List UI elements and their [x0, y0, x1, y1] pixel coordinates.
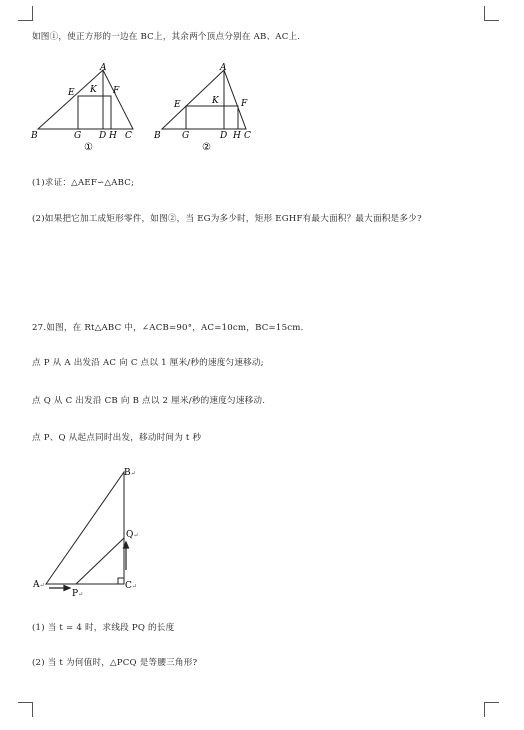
crop-mark-top-left: [18, 6, 33, 21]
question-1: (1)求证：△AEF∽△ABC;: [32, 178, 135, 188]
fig3-label-C: C↵: [125, 581, 137, 591]
fig1-caption: ①: [84, 142, 93, 153]
crop-mark-bottom-right: [484, 702, 499, 717]
fig1-label-F: F: [113, 86, 120, 96]
crop-mark-bottom-left: [18, 702, 33, 717]
fig2-label-G: G: [182, 131, 190, 141]
fig2-label-A: A: [220, 63, 227, 73]
figure-1: [28, 62, 148, 154]
fig2-label-D: D: [220, 131, 228, 141]
fig1-label-A: A: [100, 63, 107, 73]
fig1-label-C: C: [125, 131, 132, 141]
fig3-label-B: B↵: [124, 468, 136, 478]
problem-27-line-2: 点 P 从 A 出发沿 AC 向 C 点以 1 厘米/秒的速度匀速移动;: [32, 358, 264, 368]
fig1-label-D: D: [99, 131, 107, 141]
fig2-label-B: B: [154, 131, 161, 141]
problem-27-sub-2: (2) 当 t 为何值时，△PCQ 是等腰三角形?: [32, 658, 198, 668]
figure-2: [148, 62, 268, 154]
fig3-label-Q: Q↵: [126, 530, 139, 540]
question-2: (2)如果把它加工成矩形零件，如图②，当 EG为多少时，矩形 EGHF有最大面积？最大面积是多少?: [32, 214, 422, 224]
fig3-label-P: P↵: [72, 589, 84, 599]
fig3-label-A: A↵: [33, 580, 45, 590]
intro-text: 如图①，使正方形的一边在 BC上，其余两个顶点分别在 AB、AC上.: [32, 32, 301, 42]
problem-27-line-1: 27.如图，在 Rt△ABC 中，∠ACB=90°，AC=10cm，BC=15cm.: [32, 323, 304, 333]
fig1-label-E: E: [68, 88, 75, 98]
fig1-label-H: H: [109, 131, 117, 141]
fig1-label-K: K: [90, 85, 97, 95]
fig2-label-E: E: [174, 100, 181, 110]
fig1-label-G: G: [74, 131, 82, 141]
problem-27-line-3: 点 Q 从 C 出发沿 CB 向 B 点以 2 厘米/秒的速度匀速移动.: [32, 396, 266, 406]
problem-27-sub-1: (1) 当 t = 4 时，求线段 PQ 的长度: [32, 623, 175, 633]
problem-27-line-4: 点 P、Q 从起点同时出发，移动时间为 t 秒: [32, 433, 202, 443]
crop-mark-top-right: [484, 6, 499, 21]
fig2-label-K: K: [212, 96, 219, 106]
figure-3: [30, 462, 160, 602]
fig2-label-C: C: [244, 131, 251, 141]
fig2-label-H: H: [233, 131, 241, 141]
fig2-label-F: F: [241, 99, 248, 109]
fig2-caption: ②: [202, 142, 211, 153]
fig1-label-B: B: [31, 131, 38, 141]
